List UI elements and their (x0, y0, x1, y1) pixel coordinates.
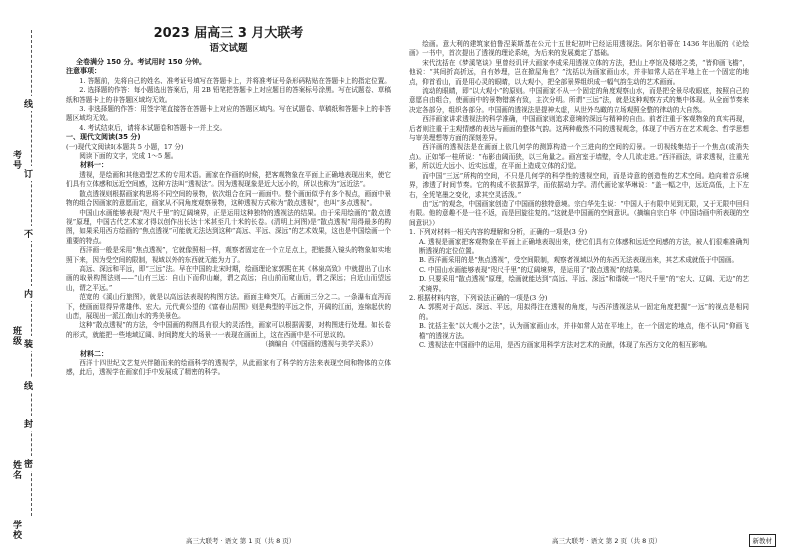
question-stem: 1. 下列对材料一相关内容的理解和分析，正确的一项是(3 分) (409, 228, 588, 237)
seal-marker: 线 (24, 96, 33, 111)
paragraph: 绘画。意大利的建筑家伯鲁涅莱斯基在公元十五世纪初叶已经运用透视法。阿尔伯蒂在 1436 年出版的《论绘画》一书中，首次提出了透视的理论系统，为后来的发展奠定了基础。 (409, 40, 749, 58)
right-column (409, 40, 749, 350)
seal-marker: 密 (24, 456, 33, 471)
seal-marker: 封 (24, 416, 33, 431)
seal-marker: 订 (24, 166, 33, 181)
exam-title: 2023 届高三 3 月大联考 (153, 26, 304, 41)
edition-badge: 新教材 (749, 534, 777, 547)
label-class: 班级 (11, 326, 21, 346)
paragraph: 范宽的《溪山行旅图》，就是以高远法表现的构图方法。画面主峰突兀，占画面三分之二。一条瀑布直泻而下，使画面显得异常雄伟、宏大。元代黄公望的《富春山居图》则是典型的平远之作，开阔的江面，连绵起伏的山峦，展现出一派江南山水的秀美景色。 (66, 293, 391, 320)
material-label: 材料一： (80, 161, 108, 170)
seal-marker: 不 (24, 226, 33, 241)
note-item: 4. 考试结束后，请将本试题卷和答题卡一并上交。 (79, 123, 227, 132)
binding-margin (0, 0, 48, 551)
label-name: 姓名 (11, 460, 21, 480)
paragraph: 由“远”的观念，中国画家创造了中国画的独特意境。宗白华先生说：“中国人于有限中见到无限，又于无限中回归有限。他的意趣不是一往不返，而是回旋往复的。”这就是中国画的空间意识。（摘编自宗白华《中国诗画中所表现的空间意识》） (409, 199, 749, 227)
exam-subtitle: 语文试题 (209, 43, 248, 54)
seal-marker: 线 (24, 378, 33, 393)
answer-option: B. 西洋画采用的是“焦点透视”，受空间限制，观察者视域以外的东西无法表现出来，其艺术成就低于中国画。 (419, 256, 739, 265)
note-item: 1. 答题前，先将自己的姓名、准考证号填写在答题卡上，并将准考证号条形码粘贴在答题卡上的指定位置。 (79, 76, 391, 85)
seal-marker: 装 (24, 336, 33, 351)
label-school: 学校 (11, 520, 21, 540)
answer-option: C. 透视法在中国画中的运用，是西方画家用科学方法对艺术的贡献，体现了东西方文化的相互影响。 (419, 341, 712, 349)
left-column (66, 26, 391, 378)
seal-marker: 内 (24, 286, 33, 301)
paragraph: 透视，是绘画和其他造型艺术的专用术语。画家在作画的时候，把客观物象在平面上正确地表现出来，使它们具有立体感和远近空间感，这种方法叫“透视法”。因为透视现象是近大远小的，所以也称为“远近法”。 (66, 170, 391, 189)
note-item: 3. 非选择题的作答：用签字笔直接答在答题卡上对应的答题区域内。写在试题卷、草稿纸和答题卡上的非答题区域均无效。 (66, 105, 391, 123)
paragraph: 而中国“三远”所构的空间，不只是几何学的科学性的透视空间，而是诗意的创造性的艺术空间。趋向着音乐境界，渗透了时间节奏。它的构成不依据算学，而依据动力学。清代画论家华琳说：“盖一幅之中，远近高低，上下左右，全凭笔墨之变化，求其空灵活泼。” (409, 171, 749, 199)
paragraph: 西洋画家讲求透视法的科学准确，中国画家则追求意境的深远与精神的自由。前者注重于客观物象的真实再现，后者则注重于主观情感的表达与画面的整体气韵。这两种截然不同的透视观念，体现了中西方在艺术观念、哲学思想与审美理想等方面的深刻差异。 (409, 115, 749, 143)
notes-heading: 注意事项： (66, 67, 101, 76)
page-footer-right: 高三大联考 · 语文 第 2 页（共 8 页） (552, 537, 662, 545)
section-heading: 一、现代文阅读(35 分) (66, 133, 141, 142)
paragraph: 这种“散点透视”的方法，令中国画的构图具有很大的灵活性，画家可以根据需要，对构图进行处理。如长卷的形式，就能把一些地域辽阔、时间跨度大的场景一一表现在画面上，这在西画中是不可思议的。 (66, 321, 391, 339)
answer-option: A. 郭熙对于高远、深远、平远，用拟得注在透视的角度，与西洋透视法从一固定角度把握“一远”的视点是相同的。 (419, 303, 749, 321)
answer-option: D. 只要采用“散点透视”原理，绘画就能达到“高远、平远、深远”和谐统一“咫尺千里”的“宏大、辽阔、无边”的艺术境界。 (419, 275, 749, 293)
paragraph: 高远、深远和平远，即“三远”法。早在中国的北宋时期，绘画理论家郭熙在其《林泉高致》中就提出了山水画的取景构图法则——“山有三远：自山下而仰山巅，谓之高远；自山前而窥山后，谓之深远；自近山而望远山，谓之平远。” (66, 264, 391, 292)
paragraph: 流动的眼睛，即“以大观小”的原则。中国画家不从一个固定的角度观察山水，而是把全景尽收眼底，按照自己的意愿自由组合，使画面中的景物错落有致，主次分明。所谓“三远”法，就是这种观察方式的集中体现。从全面节奏来决定各部分，组织各部分。中国画的透视法是提神太虚，从世外鸟瞰的立场观照全整的律动的大自然。 (409, 87, 749, 114)
section-subheading: (一)现代文阅读Ⅰ(本题共 5 小题，17 分) (66, 142, 184, 151)
material-label: 材料二： (80, 349, 108, 358)
paragraph: 西洋十四世纪文艺复兴伴随而来的绘画科学的透视学，从此画家有了科学的方法来表现空间和物体的立体感，此后，透视学在画家们手中发展成了精密的科学。 (66, 359, 391, 377)
paragraph: 西洋画的透视法是在画面上依几何学的测算构造一个三进向的空间的幻景。一切视线集结于一个焦点(或消失点)。正如邹一桂所说：“布影由阔而狭，以三角量之。画宫室于墙壁，令人几欲走进。”西洋画法，讲求透视，注重光影，所以近大远小、近实远虚，在平面上造成立体的幻觉。 (409, 143, 749, 171)
answer-option: C. 中国山水画能够表现“咫尺千里”的辽阔境界，是运用了“散点透视”的结果。 (419, 265, 646, 274)
answer-option: A. 透视是画家把客观物象在平面上正确地表现出来，使它们具有立体感和远近空间感的方法，被人们很难准确判断透视的定位位置。 (419, 237, 749, 255)
score-line: 全卷满分 150 分。考试用时 150 分钟。 (76, 58, 206, 66)
question-stem: 2. 根据材料内容，下列说法正确的一项是(3 分) (409, 293, 548, 302)
paragraph: 西洋画一般是采用“焦点透视”，它就像照相一样，观察者固定在一个立足点上，把能摄入镜头的物象如实地照下来，因为受空间的限制，视域以外的东西就无能为力了。 (66, 246, 391, 264)
label-exam-no: 考号 (11, 150, 21, 170)
paragraph: 宋代沈括在《梦溪笔谈》里曾经讥评大画家李成采用透视立体的方法，把山上亭馆及楼塔之类，“皆仰画飞檐”，他说：“其间折高折远，自有妙理，岂在掀屋角也？”沈括以为画家画山水，并非如常人站在平地上在一个固定的地点，仰首看山，而是用心灵的眼睛，以大观小，把全部景界组织成一幅气韵生动的艺术画面。 (409, 58, 749, 86)
page-footer-left: 高三大联考 · 语文 第 1 页（共 8 页） (186, 537, 296, 545)
note-item: 2. 选择题的作答：每小题选出答案后，用 2B 铅笔把答题卡上对应题目的答案标号涂黑。写在试题卷、草稿纸和答题卡上的非答题区域均无效。 (66, 86, 391, 104)
answer-option: B. 沈括主张“以大观小之法”，认为画家画山水，并非如常人站在平地上，在一个固定的地点，他不认同“仰画飞檐”的透视方法。 (419, 322, 749, 340)
source-citation: （摘编自《中国画的透视与美学关系》） (261, 340, 377, 349)
instruction: 阅读下面的文字，完成 1～5 题。 (79, 152, 178, 161)
paragraph: 中国山水画能够表现“咫尺千里”的辽阔境界，正是运用这种独特的透视法的结果。由于采用绘画的“散点透视”原理，中国古代艺术家才得以创作出长达十米甚至几十米的长卷。(清明上河图)是“散点透视”用得最多的构图，如果采用西方绘画的“焦点透视”可能就无法达到这种“高远、平远、深远”的艺术效果，这也是中国绘画一个重要的特点。 (66, 208, 391, 245)
paragraph: 散点透视则根据画家构思将不同空间的景物，依次组合在同一画面中。整个画面似乎有多个视点，画面中景物的组合因画家的意愿而定，画家从不同角度观察景物，这种透视方式称为“散点透视”，也叫“多点透视”。 (66, 189, 391, 208)
